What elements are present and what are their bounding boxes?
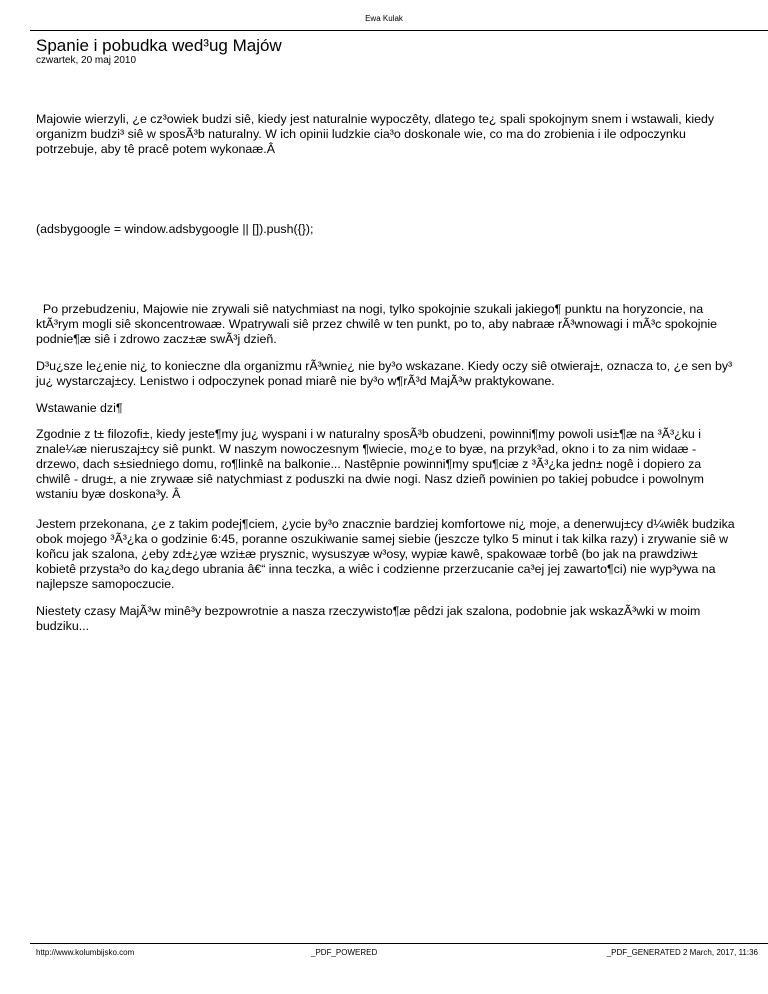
paragraph-ad-script: (adsbygoogle = window.adsbygoogle || []).push({}); [36,222,314,236]
footer-generated: _PDF_GENERATED 2 March, 2017, 11:36 [606,948,758,957]
article-date: czwartek, 20 maj 2010 [36,55,137,66]
section-heading-today: Wstawanie dzi¶ [36,401,123,415]
footer-url: http://www.kolumbijsko.com [36,948,135,957]
paragraph-personal: Jestem przekonana, ¿e z takim podej¶ciem, ¿ycie by³o znacznie bardziej komfortowe ni¿ moje, a denerwuj±cy d¼wiêk budzika obok mojego ³Ã³¿ka o godzinie 6:45, poranne oszukiwanie samej siebie (jeszcze tylko 5 minut i tak kilka razy) i zrywanie siê w koñcu jak szalona, ¿eby zd±¿yæ wzi±æ prysznic, wysuszyæ w³osy, wypiæ kawê, spakowaæ torbê (bo jak na prawdziw± kobietê przysta³o do ka¿dego ubrania â€“ inna teczka, a wiêc i codzienne przerzucanie ca³ej jej zawarto¶ci) nie wyp³ywa na najlepsze samopoczucie. [36,517,735,591]
header-divider [30,30,768,31]
footer-powered: _PDF_POWERED [311,948,378,957]
article-title: Spanie i pobudka wed³ug Majów [36,36,282,55]
paragraph-waking: Po przebudzeniu, Majowie nie zrywali siê natychmiast na nogi, tylko spokojnie szukali jakiego¶ punktu na horyzoncie, na ktÃ³rym mogli siê skoncentrowaæ. Wpatrywali siê przez chwilê w ten punkt, po to, aby nabraæ rÃ³wnowagi i mÃ³c spokojnie podnie¶æ siê i zdrowo zacz±æ swÃ³j dzieñ. [36,302,721,346]
paragraph-lying: D³u¿sze le¿enie ni¿ to konieczne dla organizmu rÃ³wnie¿ nie by³o wskazane. Kiedy oczy siê otwieraj±, oznacza to, ¿e sen by³ ju¿ wystarczaj±cy. Lenistwo i odpoczynek ponad miarê nie by³o w¶rÃ³d MajÃ³w praktykowane. [36,359,733,388]
header-author: Ewa Kulak [365,14,403,23]
footer-divider [30,943,768,944]
paragraph-philosophy: Zgodnie z t± filozofi±, kiedy jeste¶my ju¿ wyspani i w naturalny sposÃ³b obudzeni, powinni¶my powoli usi±¶æ na ³Ã³¿ku i znale¼æ nieruszaj±cy siê punkt. W naszym nowoczesnym ¶wiecie, mo¿e to byæ, na przyk³ad, okno i to za nim widaæ - drzewo, dach s±siedniego domu, ro¶linkê na balkonie... Nastêpnie powinni¶my spu¶ciæ z ³Ã³¿ka jedn± nogê i dopiero za chwilê - drug±, a nie zrywaæ siê natychmiast z poduszki na dwie nogi. Nasz dzieñ powinien po takiej pobudce i powolnym wstaniu byæ doskona³y. Â [36,427,704,501]
paragraph-conclusion: Niestety czasy MajÃ³w minê³y bezpowrotnie a nasza rzeczywisto¶æ pêdzi jak szalona, podobnie jak wskazÃ³wki w moim budziku... [36,604,701,633]
paragraph-intro: Majowie wierzyli, ¿e cz³owiek budzi siê, kiedy jest naturalnie wypoczêty, dlatego te¿ spali spokojnym snem i wstawali, kiedy organizm budzi³ siê w sposÃ³b naturalny. W ich opinii ludzkie cia³o doskonale wie, co ma do zrobienia i ile odpoczynku potrzebuje, aby tê pracê potem wykonaæ.Â [36,112,715,156]
